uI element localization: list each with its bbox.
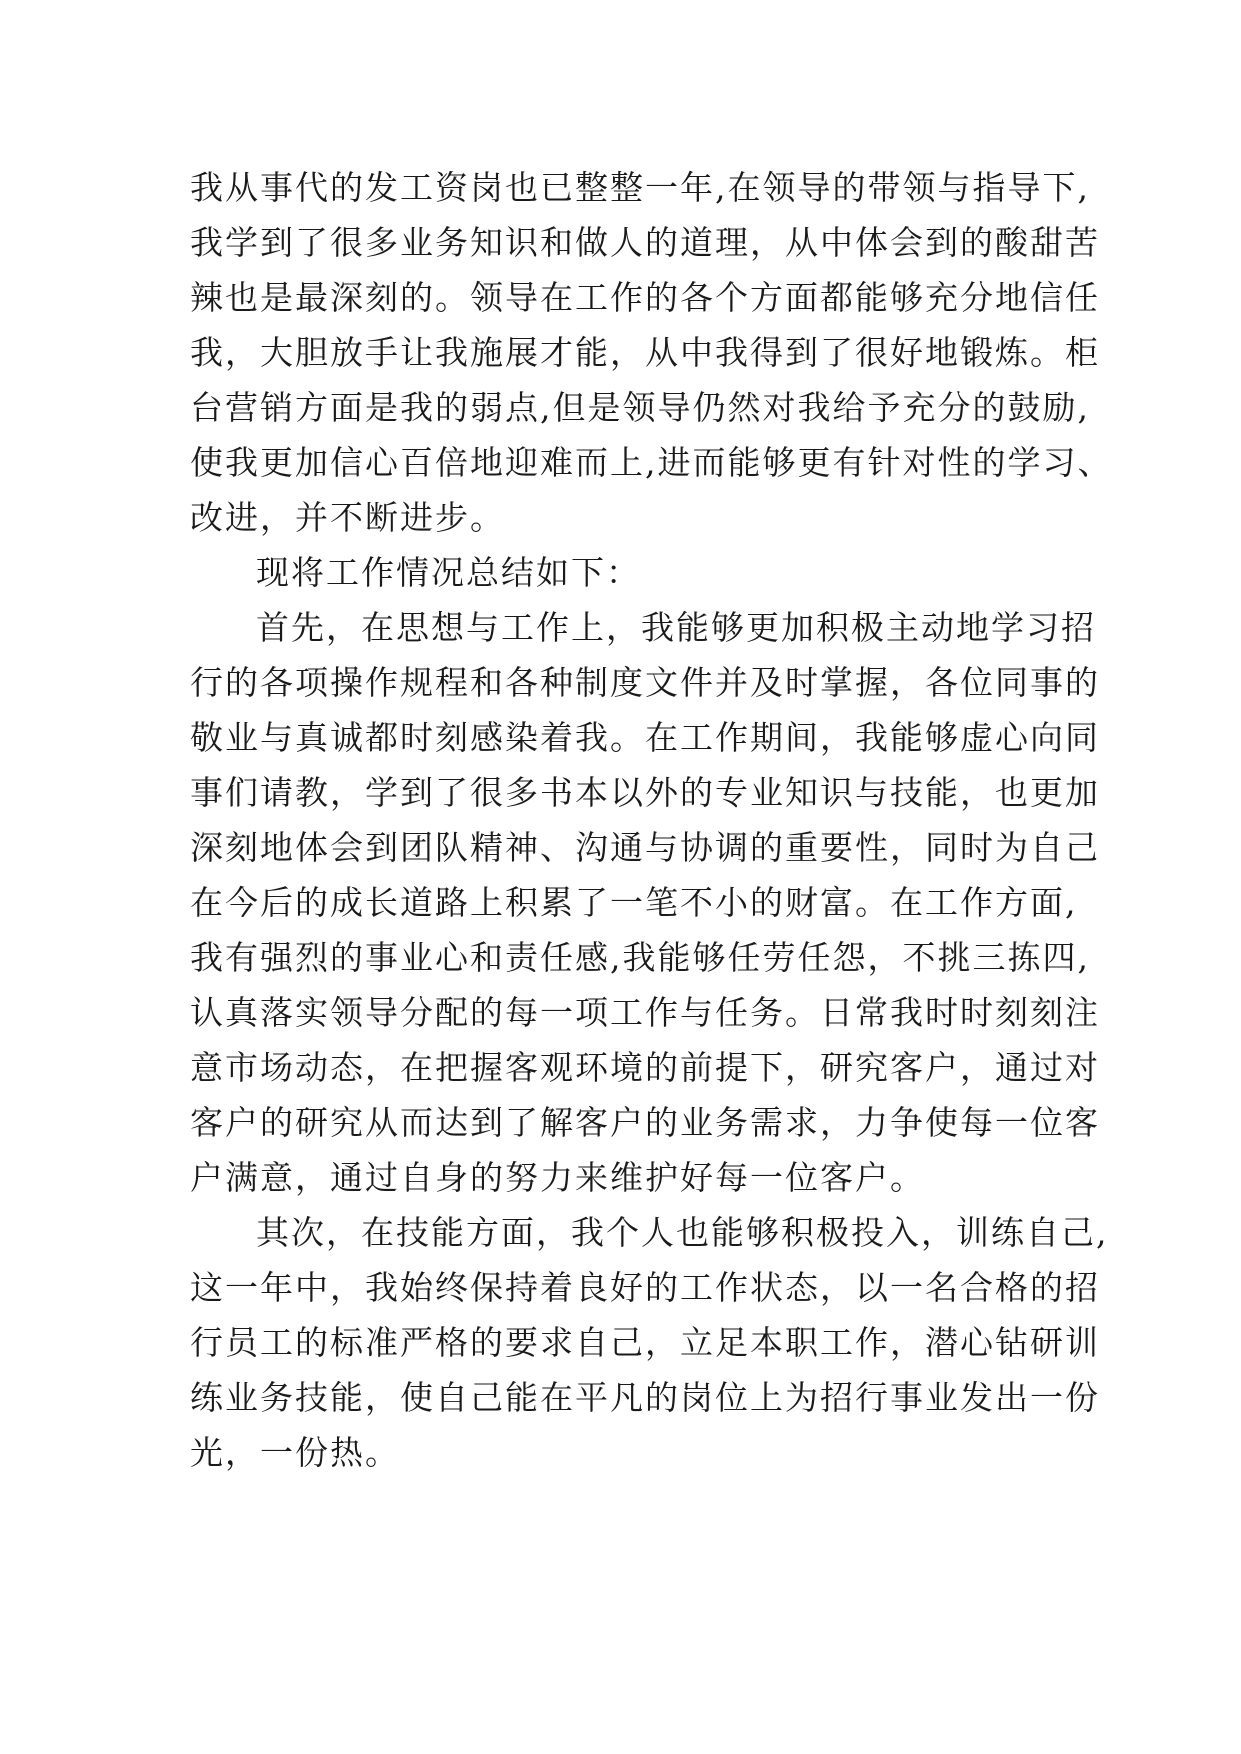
text-line: 我学到了很多业务知识和做人的道理，从中体会到的酸甜苦: [190, 223, 1100, 262]
text-line: 意市场动态，在把握客观环境的前提下，研究客户，通过对: [190, 1048, 1100, 1087]
text-line: 使我更加信心百倍地迎难而上,进而能够更有针对性的学习、: [190, 443, 1113, 482]
text-line: 我有强烈的事业心和责任感,我能够任劳任怨，不挑三拣四,: [190, 938, 1090, 977]
text-line: 客户的研究从而达到了解客户的业务需求，力争使每一位客: [190, 1103, 1100, 1142]
paragraph-first-point: [190, 600, 1100, 1205]
text-line: 练业务技能，使自己能在平凡的岗位上为招行事业发出一份: [190, 1378, 1100, 1417]
document-body: [190, 160, 1113, 1480]
text-line: 事们请教，学到了很多书本以外的专业知识与技能，也更加: [190, 773, 1100, 812]
text-line: 首先，在思想与工作上，我能够更加积极主动地学习招: [256, 608, 1096, 647]
text-line: 光，一份热。: [190, 1433, 400, 1472]
text-line: 现将工作情况总结如下：: [256, 553, 641, 592]
text-line: 行员工的标准严格的要求自己，立足本职工作，潜心钻研训: [190, 1323, 1100, 1362]
text-line: 户满意，通过自身的努力来维护好每一位客户。: [190, 1158, 925, 1197]
text-line: 深刻地体会到团队精神、沟通与协调的重要性，同时为自己: [190, 828, 1100, 867]
text-line: 敬业与真诚都时刻感染着我。在工作期间，我能够虚心向同: [190, 718, 1100, 757]
paragraph-second-point: [190, 1205, 1109, 1480]
paragraph-intro: [190, 160, 1113, 545]
text-line: 其次，在技能方面，我个人也能够积极投入，训练自己,: [256, 1213, 1109, 1252]
text-line: 改进，并不断进步。: [190, 498, 505, 537]
paragraph-summary-heading: [190, 545, 1070, 600]
text-line: 台营销方面是我的弱点,但是领导仍然对我给予充分的鼓励,: [190, 388, 1090, 427]
text-line: 这一年中，我始终保持着良好的工作状态，以一名合格的招: [190, 1268, 1100, 1307]
text-line: 认真落实领导分配的每一项工作与任务。日常我时时刻刻注: [190, 993, 1100, 1032]
text-line: 在今后的成长道路上积累了一笔不小的财富。在工作方面,: [190, 883, 1078, 922]
text-line: 我，大胆放手让我施展才能，从中我得到了很好地锻炼。柜: [190, 333, 1100, 372]
text-line: 辣也是最深刻的。领导在工作的各个方面都能够充分地信任: [190, 278, 1100, 317]
text-line: 行的各项操作规程和各种制度文件并及时掌握，各位同事的: [190, 663, 1100, 702]
text-line: 我从事代的发工资岗也已整整一年,在领导的带领与指导下,: [190, 168, 1090, 207]
